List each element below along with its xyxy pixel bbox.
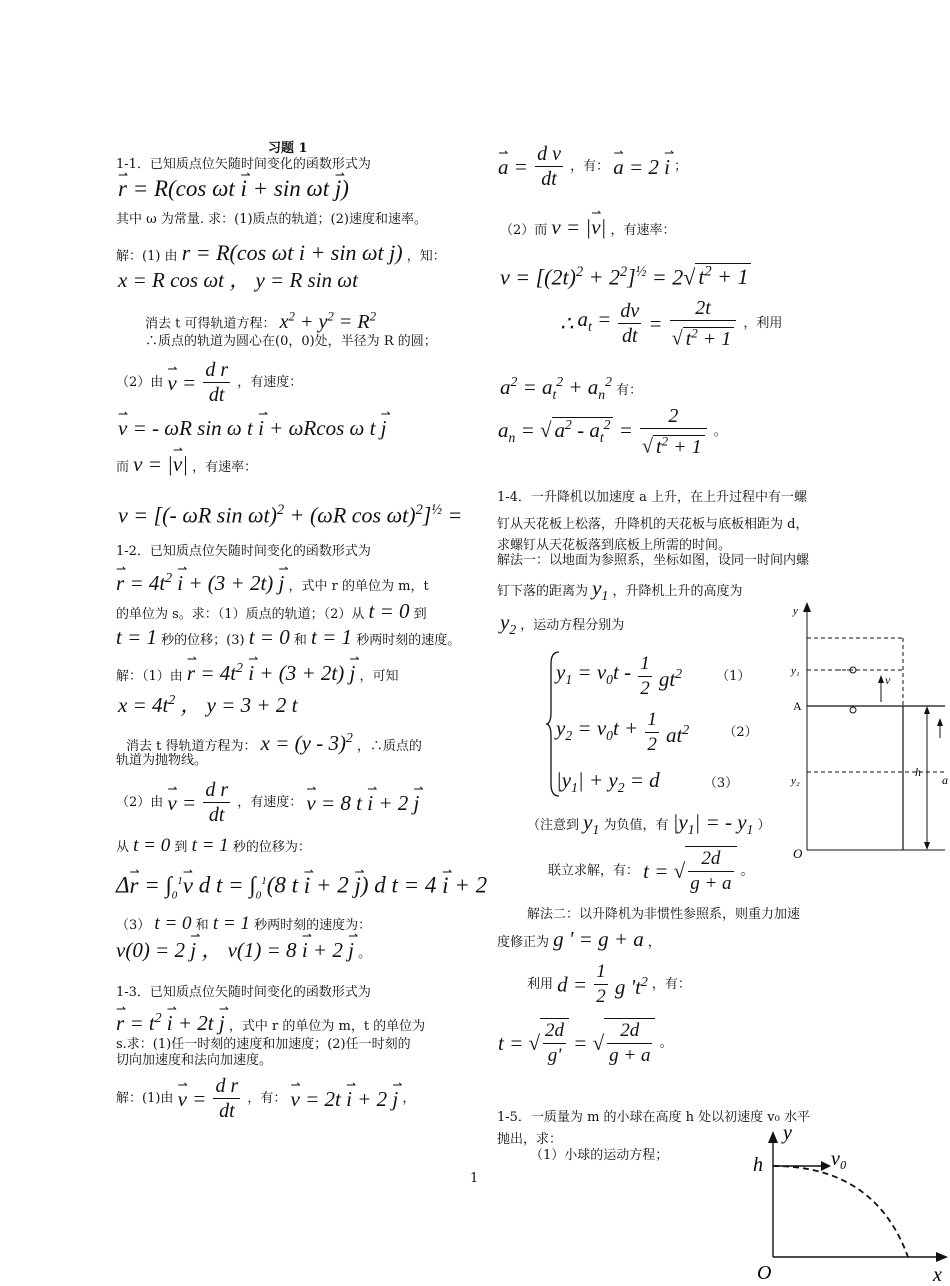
- fig-label-A: A: [793, 699, 802, 713]
- problem-1-4-solution: 联立求解，有： t = √ $\frac{2d}{g + a}$ 。: [548, 848, 754, 894]
- fig-label-y1: y₁: [791, 665, 800, 677]
- page-title: 习题 1: [268, 141, 308, 156]
- fig-label-y2: y₂: [791, 775, 800, 787]
- problem-1-3-acceleration: ⇀ a = $\frac{\text{d v}}{dt}$ ，有： ⇀ a = 2 ⇀ i ；: [498, 142, 687, 191]
- problem-1-4-method1: 解法一：以地面为参照系，坐标如图，设同一时间内螺: [497, 553, 810, 568]
- projectile-diagram: [745, 1115, 950, 1286]
- problem-1-4-equation-2: $y_2 = v_0t$ + $\frac{1}{2}$ $at^2$ （2）: [556, 709, 758, 755]
- problem-1-4-line5: 钉下落的距离为 $y_1$ ，升降机上升的高度为: [497, 576, 743, 604]
- page-number: 1: [470, 1171, 479, 1186]
- problem-1-3-tangential-acceleration: ∴ $a_t$ = $\frac{dv}{dt}$ = $\frac{2t}{√ t^2 + 1}$ ，利用: [560, 297, 783, 350]
- problem-1-5-line2: 抛出，求：: [497, 1132, 563, 1147]
- problem-1-1-velocity: ⇀ v = - ωR sin ω t ⇀ i + ωRcos ω t ⇀ j: [118, 416, 387, 440]
- problem-1-5-line1: 1-5．一质量为 m 的小球在高度 h 处以初速度 v₀ 水平: [497, 1110, 810, 1125]
- problem-1-2-solution-start: 解：（1）由 ⇀ $r = 4t^2$ ⇀ i + (3 + 2t) ⇀ j ，可知: [116, 656, 398, 685]
- problem-1-3-question-line2: 切向加速度和法向加速度。: [116, 1053, 273, 1068]
- problem-1-4-line6: $y_2$ ，运动方程分别为: [500, 610, 625, 638]
- fig-label-v0: v₀: [831, 1148, 847, 1170]
- fig-label-v: v: [885, 673, 891, 687]
- problem-1-4-note: （注意到 $y_1$ 为负值，有 $|y_1|$ = - $y_1$ ）: [527, 810, 771, 838]
- problem-1-4-line2: 钉从天花板上松落，升降机的天花板与底板相距为 d，: [497, 517, 809, 532]
- fig-label-y: y: [793, 605, 798, 617]
- fig-label-h: h: [753, 1154, 763, 1176]
- fig-label-O: O: [793, 846, 803, 858]
- problem-1-4-line1: 1-4．一升降机以加速度 a 上升，在上升过程中有一螺: [497, 490, 807, 505]
- problem-1-3-part2: （2）而 v = |⇀ v| ，有速率：: [500, 215, 675, 239]
- problem-1-4-equation-3: $|y_1| + y_2 = d$ （3）: [556, 768, 739, 796]
- problem-1-2-velocities: v(0) = 2 ⇀ j ， v(1) = 8 ⇀ i + 2 ⇀ j 。: [116, 938, 371, 962]
- problem-1-4-final: t = √ $\frac{2d}{g'}$ = √ $\frac{2d}{g + a}$ 。: [498, 1020, 673, 1066]
- problem-1-1-conclusion: ∴质点的轨道为圆心在(0，0)处，半径为 R 的圆；: [145, 334, 437, 349]
- problem-1-3-question-line1: s.求：(1)任一时刻的速度和加速度；(2)任一时刻的: [116, 1037, 411, 1052]
- problem-1-2-question-line2: t = 1 秒的位移；(3) t = 0 和 t = 1 秒两时刻的速度。: [116, 625, 461, 649]
- problem-1-2-part2: （2）由 ⇀ v = $\frac{\text{d r}}{dt}$ ，有速度： ⇀ v = 8 t ⇀ i + 2 ⇀ j: [116, 778, 419, 827]
- problem-1-2-question-line1: 的单位为 s。求：（1）质点的轨道；（2）从 t = 0 到: [116, 599, 427, 623]
- fig-label-a: a: [942, 773, 948, 787]
- problem-1-4-equation-1: $y_1 = v_0t$ - $\frac{1}{2}$ $gt^2$ （1）: [556, 653, 751, 699]
- problem-1-3-position-vector: ⇀ $r = t^2$ ⇀ i + 2t ⇀ j ，式中 r 的单位为 m，t 的单位为: [116, 1006, 425, 1035]
- problem-1-1-position-vector: ⇀ r = R(cos ωt ⇀ i + sin ωt ⇀ j): [118, 176, 349, 202]
- fig-label-x: x: [933, 1264, 942, 1286]
- problem-1-3-acceleration-relation: $a^2 = a_t^2 + a_n^2$ 有：: [500, 374, 643, 403]
- problem-1-2-intro: 1-2．已知质点位矢随时间变化的函数形式为: [116, 544, 371, 559]
- problem-1-4-method2-line1: 解法二：以升降机为非惯性参照系，则重力加速: [527, 907, 801, 922]
- problem-1-2-trajectory: 消去 t 得轨道方程为： x = (y - 3)$^2$ ，∴质点的: [126, 730, 422, 755]
- problem-1-2-position-vector: ⇀ $r = 4t^2$ ⇀ i + (3 + 2t) ⇀ j ，式中 r 的单位为 m，t: [116, 566, 429, 595]
- problem-1-2-part3: （3） t = 0 和 t = 1 秒两时刻的速度为：: [116, 913, 372, 934]
- problem-1-4-method2-line2: 度修正为 g ' = g + a ，: [497, 927, 661, 951]
- problem-1-3-speed: $v = [(2t)^2 + 2^2]^{\frac{1}{2}} = 2√$ $t^2 + 1$: [500, 260, 751, 289]
- elevator-diagram: [785, 598, 950, 858]
- problem-1-4-use-formula: 利用 d = $\frac{1}{2}$ g '$t^2$ ，有：: [527, 961, 691, 1007]
- problem-1-1-speed-def: 而 v = |⇀ v| ，有速率：: [116, 452, 257, 476]
- problem-1-1-question: 其中 ω 为常量. 求：(1)质点的轨道；(2)速度和速率。: [116, 212, 427, 227]
- problem-1-2-displacement: Δ⇀ $r = \int_0^1⇀$ v d $t = \int_0^1(8$ t ⇀ i + 2 ⇀ j) d t = 4 ⇀ i + 2: [116, 868, 487, 908]
- problem-1-1-solution-start: 解：(1) 由 r = R(cos ωt i + sin ωt j) ，知：: [116, 240, 446, 265]
- problem-1-3-intro: 1-3．已知质点位矢随时间变化的函数形式为: [116, 985, 371, 1000]
- problem-1-2-displacement-text: 从 t = 0 到 t = 1 秒的位移为：: [116, 835, 311, 856]
- problem-1-4-line3: 求螺钉从天花板落到底板上所需的时间。: [497, 538, 732, 553]
- problem-1-3-normal-acceleration: $a_n$ = √ $a^2 - a_t^2$ = $\frac{2}{√ t^2 + 1}$ 。: [498, 405, 727, 458]
- problem-1-5-line3: （1）小球的运动方程；: [530, 1148, 669, 1163]
- fig-label-O: O: [757, 1262, 772, 1284]
- problem-1-1-trajectory: 消去 t 可得轨道方程： $x^2 + y^2 = R^2$: [145, 308, 377, 333]
- problem-1-1-part2: （2）由 ⇀ v = $\frac{\text{d r}}{dt}$ ，有速度：: [116, 358, 302, 407]
- problem-1-1-speed: v = [(- ωR sin ωt)$^2$ + (ωR cos ωt)$^2$]$^{\frac{1}{2}}$ =: [118, 502, 463, 528]
- problem-1-3-solution-start: 解：(1)由 ⇀ v = $\frac{\text{d r}}{dt}$ ，有： ⇀ v = 2t ⇀ i + 2 ⇀ j ，: [116, 1074, 415, 1123]
- fig-label-y: y: [783, 1122, 792, 1144]
- fig-label-h: h: [915, 765, 921, 779]
- problem-1-1-intro: 1-1．已知质点位矢随时间变化的函数形式为: [116, 157, 371, 172]
- problem-1-2-trajectory-line2: 轨道为抛物线。: [116, 753, 208, 768]
- problem-1-2-xy-equations: $x = 4t^2$ ， y = 3 + 2 t: [118, 692, 298, 717]
- problem-1-1-xy-equations: x = R cos ωt ， y = R sin ωt: [118, 268, 358, 292]
